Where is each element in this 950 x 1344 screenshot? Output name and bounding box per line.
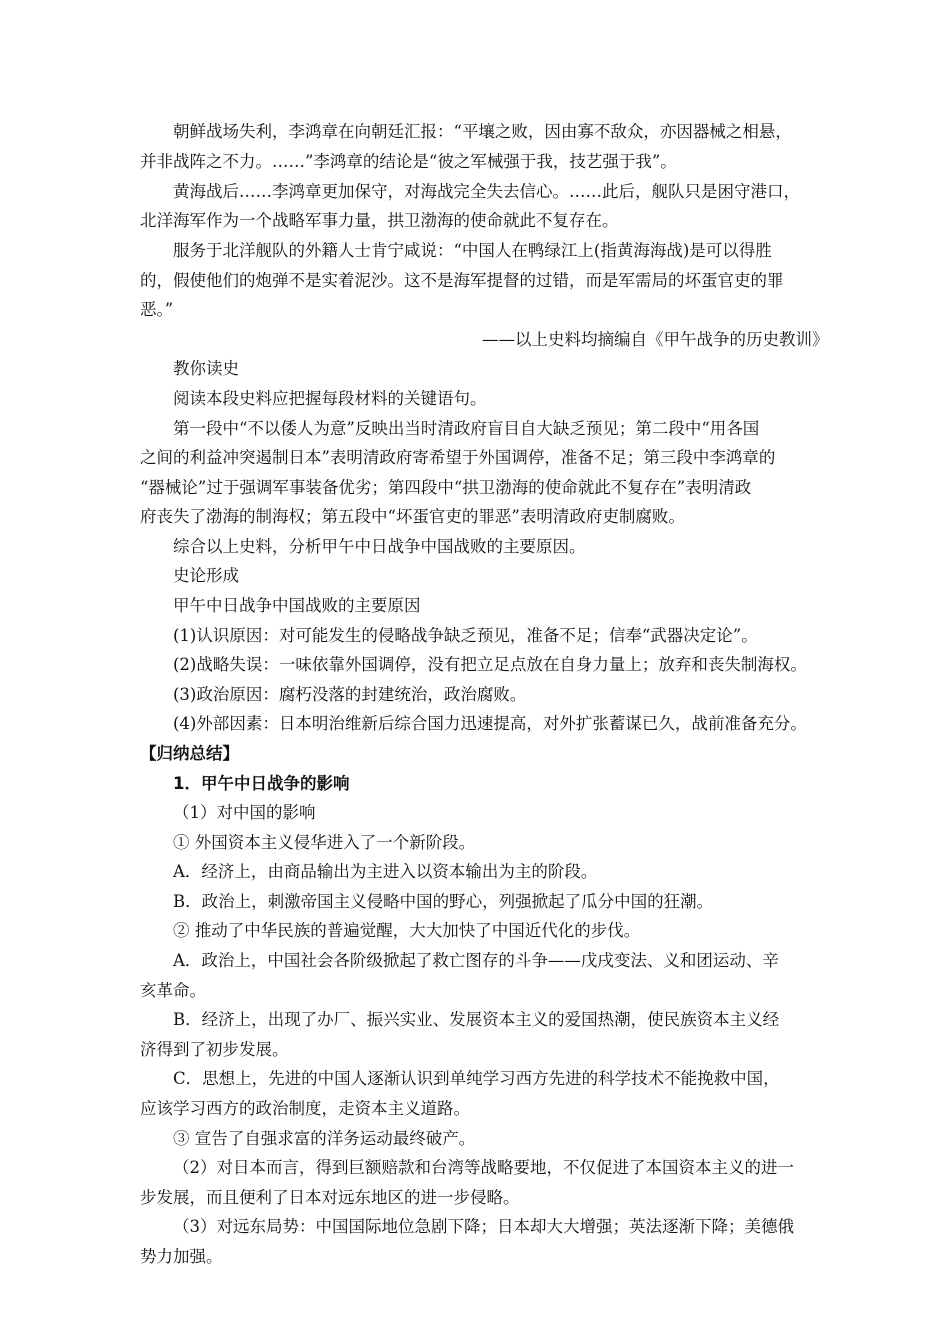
paragraph-line: 应该学习西方的政治制度，走资本主义道路。	[140, 1099, 470, 1118]
subsection-heading: 1．甲午中日战争的影响	[173, 774, 350, 793]
list-item: A．经济上，由商品输出为主进入以资本输出为主的阶段。	[173, 862, 598, 881]
paragraph-line: 的，假使他们的炮弹不是实着泥沙。这不是海军提督的过错，而是军需局的坏蛋官吏的罪	[140, 271, 784, 290]
paragraph-line: 恶。”	[140, 300, 174, 319]
paragraph-line: 服务于北洋舰队的外籍人士肯宁咸说：“中国人在鸭绿江上(指黄海海战)是可以得胜	[173, 241, 772, 260]
source-citation: ——以上史料均摘编自《甲午战争的历史教训》	[482, 330, 829, 349]
paragraph-line: （2）对日本而言，得到巨额赔款和台湾等战略要地，不仅促进了本国资本主义的进一	[173, 1158, 794, 1177]
paragraph-line: 北洋海军作为一个战略军事力量，拱卫渤海的使命就此不复存在。	[140, 211, 619, 230]
paragraph-line: 步发展，而且便利了日本对远东地区的进一步侵略。	[140, 1188, 520, 1207]
paragraph-line: 黄海战后……李鸿章更加保守，对海战完全失去信心。……此后，舰队只是困守港口，	[173, 182, 800, 201]
paragraph-line: 济得到了初步发展。	[140, 1040, 289, 1059]
paragraph-line: 亥革命。	[140, 981, 206, 1000]
section-heading: 教你读史	[173, 359, 239, 378]
paragraph-line: （3）对远东局势：中国国际地位急剧下降；日本却大大增强；英法逐渐下降；美德俄	[173, 1217, 794, 1236]
paragraph-line: 甲午中日战争中国战败的主要原因	[173, 596, 421, 615]
summary-heading: 【归纳总结】	[140, 744, 239, 763]
list-item: C．思想上，先进的中国人逐渐认识到单纯学习西方先进的科学技术不能挽救中国，	[173, 1069, 780, 1088]
list-item: B．经济上，出现了办厂、振兴实业、发展资本主义的爱国热潮，使民族资本主义经	[173, 1010, 780, 1029]
paragraph-line: 府丧失了渤海的制海权；第五段中“坏蛋官吏的罪恶”表明清政府吏制腐败。	[140, 507, 685, 526]
list-item: (4)外部因素：日本明治维新后综合国力迅速提高，对外扩张蓄谋已久，战前准备充分。	[173, 714, 807, 733]
paragraph-line: 第一段中“不以倭人为意”反映出当时清政府盲目自大缺乏预见；第二段中“用各国	[173, 419, 760, 438]
paragraph-line: 之间的利益冲突遏制日本”表明清政府寄希望于外国调停，准备不足；第三段中李鸿章的	[140, 448, 776, 467]
list-item: ① 外国资本主义侵华进入了一个新阶段。	[173, 833, 476, 852]
section-heading: 史论形成	[173, 566, 239, 585]
list-item: B．政治上，刺激帝国主义侵略中国的野心，列强掀起了瓜分中国的狂潮。	[173, 892, 714, 911]
list-item: ③ 宣告了自强求富的洋务运动最终破产。	[173, 1129, 476, 1148]
paragraph-line: （1）对中国的影响	[173, 803, 316, 822]
paragraph-line: 阅读本段史料应把握每段材料的关键语句。	[173, 389, 487, 408]
paragraph-line: 势力加强。	[140, 1247, 223, 1266]
paragraph-line: “器械论”过于强调军事装备优劣；第四段中“拱卫渤海的使命就此不复存在”表明清政	[140, 478, 752, 497]
paragraph-line: 朝鲜战场失利，李鸿章在向朝廷汇报：“平壤之败，因由寡不敌众，亦因器械之相悬，	[173, 122, 792, 141]
paragraph-line: 并非战阵之不力。……”李鸿章的结论是“彼之军械强于我，技艺强于我”。	[140, 152, 677, 171]
list-item: (2)战略失误：一味依靠外国调停，没有把立足点放在自身力量上；放弃和丧失制海权。	[173, 655, 807, 674]
list-item: (1)认识原因：对可能发生的侵略战争缺乏预见，准备不足；信奉“武器决定论”。	[173, 626, 758, 645]
list-item: ② 推动了中华民族的普遍觉醒，大大加快了中国近代化的步伐。	[173, 921, 641, 940]
list-item: A．政治上，中国社会各阶级掀起了救亡图存的斗争——戊戌变法、义和团运动、辛	[173, 951, 779, 970]
list-item: (3)政治原因：腐朽没落的封建统治，政治腐败。	[173, 685, 527, 704]
paragraph-line: 综合以上史料，分析甲午中日战争中国战败的主要原因。	[173, 537, 586, 556]
